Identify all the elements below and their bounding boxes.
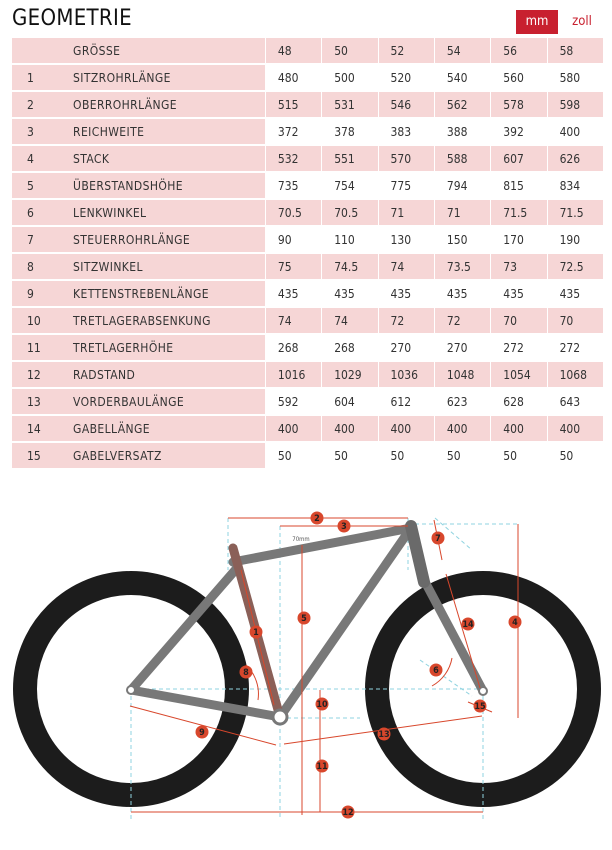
row-value: 70.5 bbox=[265, 200, 321, 225]
row-value: 268 bbox=[321, 335, 377, 360]
row-value: 562 bbox=[434, 92, 490, 117]
table-row bbox=[12, 335, 603, 360]
row-label: SITZROHRLÄNGE bbox=[64, 65, 265, 90]
row-value: 72 bbox=[434, 308, 490, 333]
row-number: 3 bbox=[12, 119, 64, 144]
row-value: 70.5 bbox=[321, 200, 377, 225]
row-value: 74.5 bbox=[321, 254, 377, 279]
callout-9: 9 bbox=[199, 728, 205, 739]
row-value: 435 bbox=[265, 281, 321, 306]
callout-15: 15 bbox=[474, 702, 486, 713]
row-value: 72 bbox=[378, 308, 434, 333]
row-label: OBERROHRLÄNGE bbox=[64, 92, 265, 117]
bottom-bracket bbox=[273, 710, 287, 724]
row-value: 90 bbox=[265, 227, 321, 252]
row-value: 592 bbox=[265, 389, 321, 414]
row-value: 73.5 bbox=[434, 254, 490, 279]
row-value: 735 bbox=[265, 173, 321, 198]
table-row bbox=[12, 65, 603, 90]
row-value: 400 bbox=[547, 119, 603, 144]
row-value: 74 bbox=[378, 254, 434, 279]
row-value: 71 bbox=[378, 200, 434, 225]
row-number: 5 bbox=[12, 173, 64, 198]
unit-toggle-zoll[interactable]: zoll bbox=[572, 14, 592, 29]
row-value: 626 bbox=[547, 146, 603, 171]
row-value: 190 bbox=[547, 227, 603, 252]
row-number: 9 bbox=[12, 281, 64, 306]
size-header-48: 48 bbox=[265, 38, 321, 63]
row-value: 628 bbox=[490, 389, 546, 414]
row-value: 612 bbox=[378, 389, 434, 414]
row-value: 1048 bbox=[434, 362, 490, 387]
row-label: ÜBERSTANDSHÖHE bbox=[64, 173, 265, 198]
row-value: 435 bbox=[490, 281, 546, 306]
row-value: 588 bbox=[434, 146, 490, 171]
row-value: 1036 bbox=[378, 362, 434, 387]
table-row bbox=[12, 119, 603, 144]
row-value: 400 bbox=[378, 416, 434, 441]
row-number: 14 bbox=[12, 416, 64, 441]
row-value: 435 bbox=[547, 281, 603, 306]
callout-8: 8 bbox=[243, 668, 249, 679]
row-value: 400 bbox=[321, 416, 377, 441]
callout-11: 11 bbox=[316, 762, 328, 773]
row-value: 74 bbox=[265, 308, 321, 333]
row-label: TRETLAGERABSENKUNG bbox=[64, 308, 265, 333]
row-number: 2 bbox=[12, 92, 64, 117]
size-header-56: 56 bbox=[490, 38, 546, 63]
row-value: 435 bbox=[434, 281, 490, 306]
head-tube bbox=[411, 526, 424, 582]
row-value: 70 bbox=[490, 308, 546, 333]
row-value: 50 bbox=[547, 443, 603, 468]
table-header-row bbox=[12, 38, 603, 63]
row-value: 378 bbox=[321, 119, 377, 144]
row-value: 50 bbox=[490, 443, 546, 468]
callout-7: 7 bbox=[435, 534, 441, 545]
callout-13: 13 bbox=[378, 730, 390, 741]
callout-2: 2 bbox=[314, 514, 320, 525]
row-label: VORDERBAULÄNGE bbox=[64, 389, 265, 414]
row-number: 1 bbox=[12, 65, 64, 90]
row-value: 435 bbox=[321, 281, 377, 306]
size-header-52: 52 bbox=[378, 38, 434, 63]
table-row bbox=[12, 227, 603, 252]
row-value: 1054 bbox=[490, 362, 546, 387]
callout-6: 6 bbox=[433, 666, 439, 677]
row-value: 515 bbox=[265, 92, 321, 117]
row-value: 388 bbox=[434, 119, 490, 144]
header-num-cell bbox=[12, 38, 64, 63]
row-value: 150 bbox=[434, 227, 490, 252]
row-label: REICHWEITE bbox=[64, 119, 265, 144]
row-value: 775 bbox=[378, 173, 434, 198]
unit-toggle-mm[interactable]: mm bbox=[516, 10, 558, 34]
row-value: 500 bbox=[321, 65, 377, 90]
row-value: 170 bbox=[490, 227, 546, 252]
row-value: 551 bbox=[321, 146, 377, 171]
callout-10: 10 bbox=[316, 700, 328, 711]
table-row bbox=[12, 308, 603, 333]
row-value: 834 bbox=[547, 173, 603, 198]
row-value: 70 bbox=[547, 308, 603, 333]
row-value: 815 bbox=[490, 173, 546, 198]
row-value: 604 bbox=[321, 389, 377, 414]
row-number: 7 bbox=[12, 227, 64, 252]
row-label: STEUERROHRLÄNGE bbox=[64, 227, 265, 252]
chainstay bbox=[131, 690, 280, 717]
table-row bbox=[12, 146, 603, 171]
row-value: 50 bbox=[321, 443, 377, 468]
table-row bbox=[12, 362, 603, 387]
row-label: KETTENSTREBENLÄNGE bbox=[64, 281, 265, 306]
row-value: 531 bbox=[321, 92, 377, 117]
row-value: 400 bbox=[490, 416, 546, 441]
row-number: 13 bbox=[12, 389, 64, 414]
row-value: 643 bbox=[547, 389, 603, 414]
size-header-54: 54 bbox=[434, 38, 490, 63]
callout-4: 4 bbox=[512, 618, 518, 629]
row-value: 73 bbox=[490, 254, 546, 279]
row-value: 598 bbox=[547, 92, 603, 117]
row-value: 72.5 bbox=[547, 254, 603, 279]
row-value: 270 bbox=[378, 335, 434, 360]
row-value: 435 bbox=[378, 281, 434, 306]
bike-geometry-diagram bbox=[0, 490, 612, 850]
row-value: 623 bbox=[434, 389, 490, 414]
row-value: 1016 bbox=[265, 362, 321, 387]
row-label: STACK bbox=[64, 146, 265, 171]
row-value: 50 bbox=[265, 443, 321, 468]
row-value: 272 bbox=[547, 335, 603, 360]
row-value: 754 bbox=[321, 173, 377, 198]
row-number: 6 bbox=[12, 200, 64, 225]
row-value: 392 bbox=[490, 119, 546, 144]
row-label: SITZWINKEL bbox=[64, 254, 265, 279]
row-label: GABELVERSATZ bbox=[64, 443, 265, 468]
table-row bbox=[12, 416, 603, 441]
row-value: 71 bbox=[434, 200, 490, 225]
row-number: 4 bbox=[12, 146, 64, 171]
row-value: 74 bbox=[321, 308, 377, 333]
table-row bbox=[12, 173, 603, 198]
callout-12: 12 bbox=[342, 808, 354, 819]
size-header-58: 58 bbox=[547, 38, 603, 63]
row-label: RADSTAND bbox=[64, 362, 265, 387]
offset-annotation: 70mm bbox=[292, 536, 310, 543]
row-label: GABELLÄNGE bbox=[64, 416, 265, 441]
table-row bbox=[12, 389, 603, 414]
row-label: LENKWINKEL bbox=[64, 200, 265, 225]
row-value: 130 bbox=[378, 227, 434, 252]
row-value: 268 bbox=[265, 335, 321, 360]
row-number: 15 bbox=[12, 443, 64, 468]
row-value: 480 bbox=[265, 65, 321, 90]
row-value: 272 bbox=[490, 335, 546, 360]
row-value: 520 bbox=[378, 65, 434, 90]
callout-1: 1 bbox=[253, 628, 259, 639]
header-label: GRÖSSE bbox=[64, 38, 265, 63]
rear-axle bbox=[127, 686, 135, 694]
size-header-50: 50 bbox=[321, 38, 377, 63]
row-value: 607 bbox=[490, 146, 546, 171]
row-number: 12 bbox=[12, 362, 64, 387]
row-value: 400 bbox=[265, 416, 321, 441]
row-label: TRETLAGERHÖHE bbox=[64, 335, 265, 360]
callout-3: 3 bbox=[341, 522, 347, 533]
row-value: 50 bbox=[378, 443, 434, 468]
row-value: 560 bbox=[490, 65, 546, 90]
row-value: 71.5 bbox=[490, 200, 546, 225]
row-value: 50 bbox=[434, 443, 490, 468]
row-value: 546 bbox=[378, 92, 434, 117]
row-value: 532 bbox=[265, 146, 321, 171]
row-number: 10 bbox=[12, 308, 64, 333]
front-axle bbox=[479, 687, 487, 695]
row-value: 75 bbox=[265, 254, 321, 279]
row-number: 8 bbox=[12, 254, 64, 279]
geometry-table bbox=[12, 36, 603, 470]
row-value: 372 bbox=[265, 119, 321, 144]
row-value: 578 bbox=[490, 92, 546, 117]
row-value: 383 bbox=[378, 119, 434, 144]
callout-14: 14 bbox=[462, 620, 474, 631]
row-value: 540 bbox=[434, 65, 490, 90]
row-value: 71.5 bbox=[547, 200, 603, 225]
row-value: 400 bbox=[434, 416, 490, 441]
row-number: 11 bbox=[12, 335, 64, 360]
row-value: 580 bbox=[547, 65, 603, 90]
row-value: 1068 bbox=[547, 362, 603, 387]
row-value: 400 bbox=[547, 416, 603, 441]
callout-5: 5 bbox=[301, 614, 307, 625]
page-title: GEOMETRIE bbox=[12, 6, 132, 31]
table-row bbox=[12, 281, 603, 306]
row-value: 570 bbox=[378, 146, 434, 171]
row-value: 794 bbox=[434, 173, 490, 198]
table-row bbox=[12, 443, 603, 468]
row-value: 1029 bbox=[321, 362, 377, 387]
table-row bbox=[12, 92, 603, 117]
table-row bbox=[12, 254, 603, 279]
top-tube bbox=[233, 528, 411, 562]
table-row bbox=[12, 200, 603, 225]
row-value: 110 bbox=[321, 227, 377, 252]
row-value: 270 bbox=[434, 335, 490, 360]
